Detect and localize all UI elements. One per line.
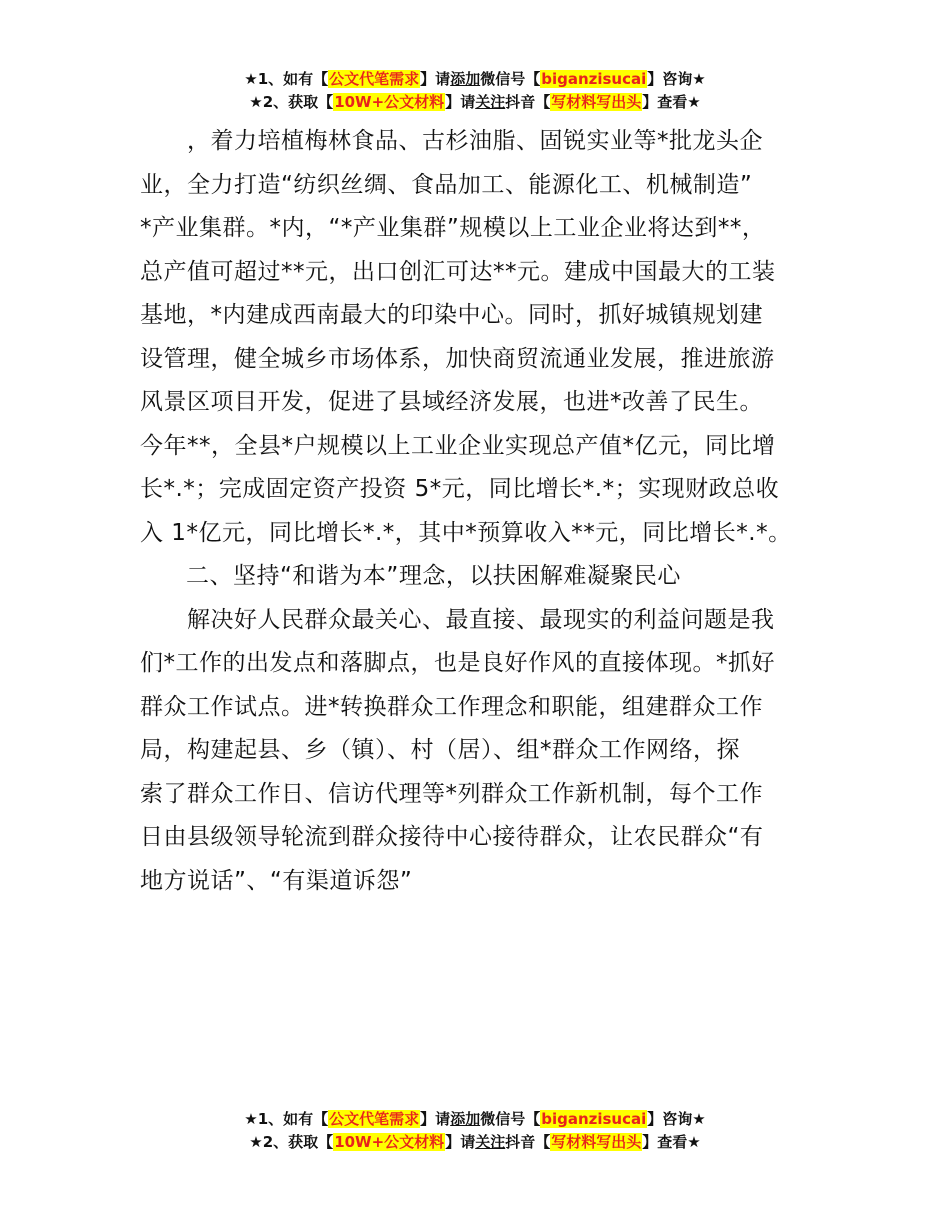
banner-line-1 bbox=[0, 1108, 950, 1131]
text-line: *产业集群。*内，“*产业集群”规模以上工业企业将达到**， bbox=[140, 215, 766, 241]
header-banner bbox=[0, 68, 950, 114]
banner-text: 】请 bbox=[420, 1110, 451, 1128]
banner-text: 】请 bbox=[445, 93, 476, 111]
banner-text: ★2、获取【 bbox=[249, 1133, 334, 1151]
highlight-wechat-id: biganzisucai bbox=[541, 70, 647, 88]
text-line: 们*工作的出发点和落脚点，也是良好作风的直接体现。*抓好 bbox=[140, 650, 775, 676]
text-line: 群众工作试点。进*转换群众工作理念和职能，组建群众工作 bbox=[140, 693, 763, 720]
text-line: 长*.*；完成固定资产投资 5*元，同比增长*.*；实现财政总收 bbox=[140, 476, 780, 502]
banner-text: ★2、获取【 bbox=[249, 93, 334, 111]
highlight-materials: 10W+公文材料 bbox=[334, 1133, 445, 1151]
text-line: 业，全力打造“纺织丝绸、食品加工、能源化工、机械制造” bbox=[140, 171, 753, 198]
banner-underlined-text: 关注 bbox=[475, 1133, 506, 1151]
banner-line-2 bbox=[0, 91, 950, 114]
highlight-service: 公文代笔需求 bbox=[329, 1110, 420, 1128]
banner-text: 】查看★ bbox=[642, 1133, 701, 1151]
banner-underlined-text: 添加 bbox=[450, 70, 481, 88]
banner-text: 】咨询★ bbox=[647, 70, 706, 88]
banner-text: 】请 bbox=[445, 1133, 476, 1151]
text-line: 解决好人民群众最关心、最直接、最现实的利益问题是我 bbox=[140, 606, 775, 633]
banner-text: 抖音【 bbox=[505, 93, 551, 111]
footer-banner bbox=[0, 1108, 950, 1154]
text-line: 入 1*亿元，同比增长*.*，其中*预算收入**元，同比增长*.*。 bbox=[140, 519, 792, 546]
text-line: 地方说话”、“有渠道诉怨” bbox=[140, 867, 413, 894]
highlight-douyin-account: 写材料写出头 bbox=[551, 93, 642, 111]
paragraph-people bbox=[140, 599, 830, 904]
highlight-wechat-id: biganzisucai bbox=[541, 1110, 647, 1128]
banner-text: ★1、如有【 bbox=[244, 70, 329, 88]
text-line: 设管理，健全城乡市场体系，加快商贸流通业发展，推进旅游 bbox=[140, 345, 775, 372]
text-line: ，着力培植梅林食品、古杉油脂、固锐实业等*批龙头企 bbox=[140, 128, 763, 154]
banner-underlined-text: 添加 bbox=[450, 1110, 481, 1128]
banner-text: 】查看★ bbox=[642, 93, 701, 111]
text-line: 基地，*内建成西南最大的印染中心。同时，抓好城镇规划建 bbox=[140, 302, 763, 328]
section-heading: 二、坚持“和谐为本”理念，以扶困解难凝聚民心 bbox=[186, 563, 681, 589]
banner-text: 微信号【 bbox=[480, 70, 541, 88]
text-line: 局，构建起县、乡（镇）、村（居）、组*群众工作网络，探 bbox=[140, 737, 740, 763]
banner-text: 】请 bbox=[420, 70, 451, 88]
banner-underlined-text: 关注 bbox=[475, 93, 506, 111]
document-body bbox=[140, 120, 830, 903]
highlight-materials: 10W+公文材料 bbox=[334, 93, 445, 111]
banner-text: ★1、如有【 bbox=[244, 1110, 329, 1128]
highlight-service: 公文代笔需求 bbox=[329, 70, 420, 88]
text-line: 日由县级领导轮流到群众接待中心接待群众，让农民群众“有 bbox=[140, 824, 764, 850]
banner-text: 抖音【 bbox=[505, 1133, 551, 1151]
text-line: 总产值可超过**元，出口创汇可达**元。建成中国最大的工装 bbox=[140, 258, 776, 285]
text-line: 今年**，全县*户规模以上工业企业实现总产值*亿元，同比增 bbox=[140, 432, 776, 459]
banner-text: 】咨询★ bbox=[647, 1110, 706, 1128]
banner-line-1 bbox=[0, 68, 950, 91]
banner-text: 微信号【 bbox=[480, 1110, 541, 1128]
paragraph-economy bbox=[140, 120, 830, 555]
text-line: 索了群众工作日、信访代理等*列群众工作新机制，每个工作 bbox=[140, 780, 763, 807]
highlight-douyin-account: 写材料写出头 bbox=[551, 1133, 642, 1151]
banner-line-2 bbox=[0, 1131, 950, 1154]
text-line: 风景区项目开发，促进了县域经济发展，也进*改善了民生。 bbox=[140, 389, 763, 415]
